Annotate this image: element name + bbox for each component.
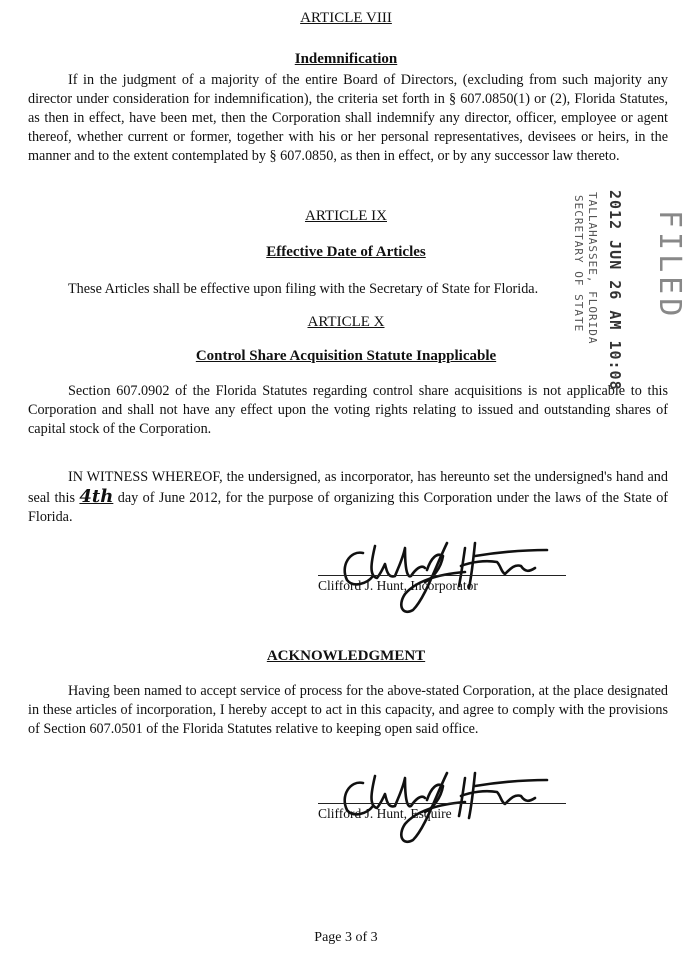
- stamp-secretary-line: SECRETARY OF STATE: [572, 195, 585, 333]
- witness-day-handwritten: 4th: [79, 486, 114, 507]
- incorporator-signature-line: [318, 575, 566, 576]
- stamp-tallahassee-line: TALLAHASSEE, FLORIDA: [586, 192, 599, 345]
- stamp-date: 2012 JUN 26 AM 10:08: [606, 190, 624, 391]
- page-number: Page 3 of 3: [314, 930, 378, 945]
- registered-agent-signature-line: [318, 803, 566, 804]
- article-9-subheading: Effective Date of Articles: [266, 244, 426, 260]
- article-9-body: These Articles shall be effective upon filing with the Secretary of State for Florida.: [68, 281, 539, 297]
- witness-after-day: day of June 2012, for the purpose of organizing this Corporation under the laws of the State of Florida.: [28, 490, 669, 525]
- witness-clause: [28, 468, 668, 527]
- article-8-body: If in the judgment of a majority of the entire Board of Directors, (excluding from such majority any director under consideration for indemnification), the criteria set forth in § 607.0850(1) or (2), Florida Statutes, as then in effect, have been met, then the Corporation shall indemnify any director, officer, employee or agent thereof, whether current or former, together with his or her personal representatives, devisees or heirs, in the manner and to the extent contemplated by § 607.0850, as then in effect, or by any successor law thereto.: [28, 72, 668, 164]
- incorporator-signature: [325, 528, 555, 618]
- article-10-heading: ARTICLE X: [307, 314, 385, 330]
- article-10-subheading: Control Share Acquisition Statute Inapplicable: [195, 348, 497, 364]
- acknowledgment-heading: ACKNOWLEDGMENT: [266, 648, 426, 664]
- article-8-heading: ARTICLE VIII: [300, 10, 392, 26]
- article-8-subheading: Indemnification: [294, 51, 398, 67]
- incorporator-caption: Clifford J. Hunt, Incorporator: [318, 578, 478, 593]
- article-10-body: Section 607.0902 of the Florida Statutes regarding control share acquisitions is not applicable to this Corporation and shall not have any effect upon the voting rights relating to issued and outstanding shares of capital stock of the Corporation.: [28, 383, 668, 437]
- article-9-heading: ARTICLE IX: [304, 208, 387, 224]
- registered-agent-caption: Clifford J. Hunt, Esquire: [318, 806, 452, 821]
- witness-before-day: IN WITNESS WHEREOF, the undersigned, as incorporator, has hereunto set the undersigned's hand and seal this: [28, 469, 668, 506]
- stamp-filed: FILED: [652, 210, 687, 321]
- acknowledgment-body: Having been named to accept service of process for the above-stated Corporation, at the place designated in these articles of incorporation, I hereby accept to act in this capacity, and agree to comply with the provisions of Section 607.0501 of the Florida Statutes relative to keeping open said office.: [28, 683, 668, 737]
